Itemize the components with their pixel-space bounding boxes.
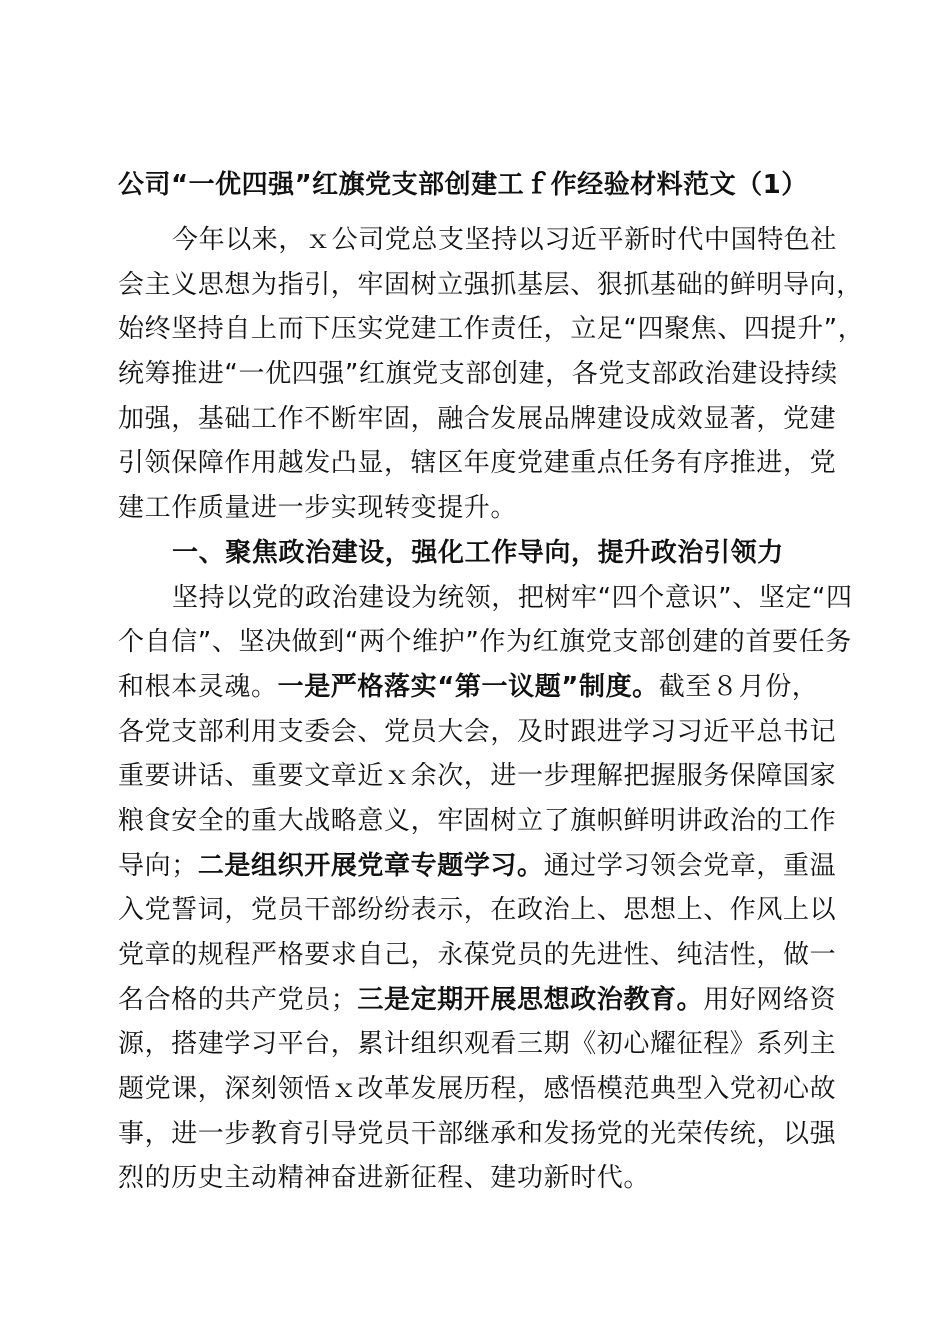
text-line	[118, 1022, 837, 1067]
text-run: 始终坚持自上而下压实党建工作责任，立足“四聚焦、四提升”，	[118, 314, 865, 345]
text-line	[118, 397, 837, 442]
text-run: 粮食安全的重大战略意义，牢固树立了旗帜鲜明讲政治的工作	[118, 805, 837, 836]
text-line	[118, 1156, 830, 1201]
text-line	[118, 978, 837, 1023]
text-run: 统筹推进“一优四强”红旗党支部创建，各党支部政治建设持续	[118, 359, 838, 390]
text-run: 名合格的共产党员；	[118, 984, 358, 1015]
text-line	[118, 218, 838, 263]
text-line	[118, 352, 838, 397]
bold-text-run: 二是组织开展党章专题学习。	[197, 850, 544, 881]
document-title: 公司“一优四强”红旗党支部创建工ｆ作经验材料范文（1）	[118, 170, 808, 200]
text-run: 个自信”、坚决做到“两个维护”作为红旗党支部创建的首要任务	[118, 627, 852, 658]
text-line	[118, 665, 830, 710]
text-line	[118, 441, 837, 486]
text-line	[118, 263, 863, 308]
text-run: 源，搭建学习平台，累计组织观看三期《初心耀征程》系列主	[118, 1029, 837, 1060]
text-run: 党章的规程严格要求自己，永葆党员的先进性、纯洁性，做一	[118, 940, 837, 970]
document-body	[118, 218, 865, 1201]
text-run: 重要讲话、重要文章近ｘ余次，进一步理解把握服务保障国家	[118, 761, 837, 792]
text-run: 坚持以党的政治建设为统领，把树牢“四个意识”、坚定“四	[172, 582, 853, 613]
text-line	[118, 1112, 837, 1157]
text-run: 会主义思想为指引，牢固树立强抓基层、狠抓基础的鲜明导向，	[118, 269, 863, 300]
text-line	[118, 754, 837, 799]
text-run: 事，进一步教育引导党员干部继承和发扬党的光荣传统，以强	[118, 1118, 837, 1149]
text-line	[118, 799, 837, 844]
text-run: 入党誓词，党员干部纷纷表示，在政治上、思想上、作风上以	[118, 895, 837, 926]
text-line	[118, 486, 830, 531]
text-line	[118, 710, 837, 755]
text-run: 加强，基础工作不断牢固，融合发展品牌建设成效显著，党建	[118, 403, 837, 434]
text-line	[118, 1067, 837, 1112]
text-run: 建工作质量进一步实现转变提升。	[118, 493, 518, 524]
section-heading	[118, 531, 830, 576]
bold-text-run: 一是严格落实“第一议题”制度。	[277, 671, 659, 702]
text-run: 引领保障作用越发凸显，辖区年度党建重点任务有序推进，党	[118, 448, 837, 479]
text-line	[118, 844, 837, 889]
text-line	[118, 620, 852, 665]
text-line	[118, 933, 837, 978]
bold-text-run: 三是定期开展思想政治教育。	[357, 984, 704, 1015]
text-run: 和根本灵魂。	[118, 671, 278, 702]
heading-text: 一、聚焦政治建设，强化工作导向，提升政治引领力	[172, 537, 784, 568]
text-run: 烈的历史主动精神奋进新征程、建功新时代。	[118, 1163, 651, 1194]
text-run: 各党支部利用支委会、党员大会，及时跟进学习习近平总书记	[118, 716, 837, 747]
text-line	[118, 576, 853, 621]
text-run: 今年以来，ｘ公司党总支坚持以习近平新时代中国特色社	[172, 225, 838, 255]
text-line	[118, 307, 865, 352]
text-run: 截至８月份，	[658, 671, 819, 702]
text-line	[118, 888, 837, 933]
text-run: 题党课，深刻领悟ｘ改革发展历程，感悟模范典型入党初心故	[118, 1074, 837, 1105]
text-run: 导向；	[118, 850, 198, 881]
text-run: 用好网络资	[703, 984, 837, 1015]
text-run: 通过学习领会党章，重温	[543, 850, 837, 881]
